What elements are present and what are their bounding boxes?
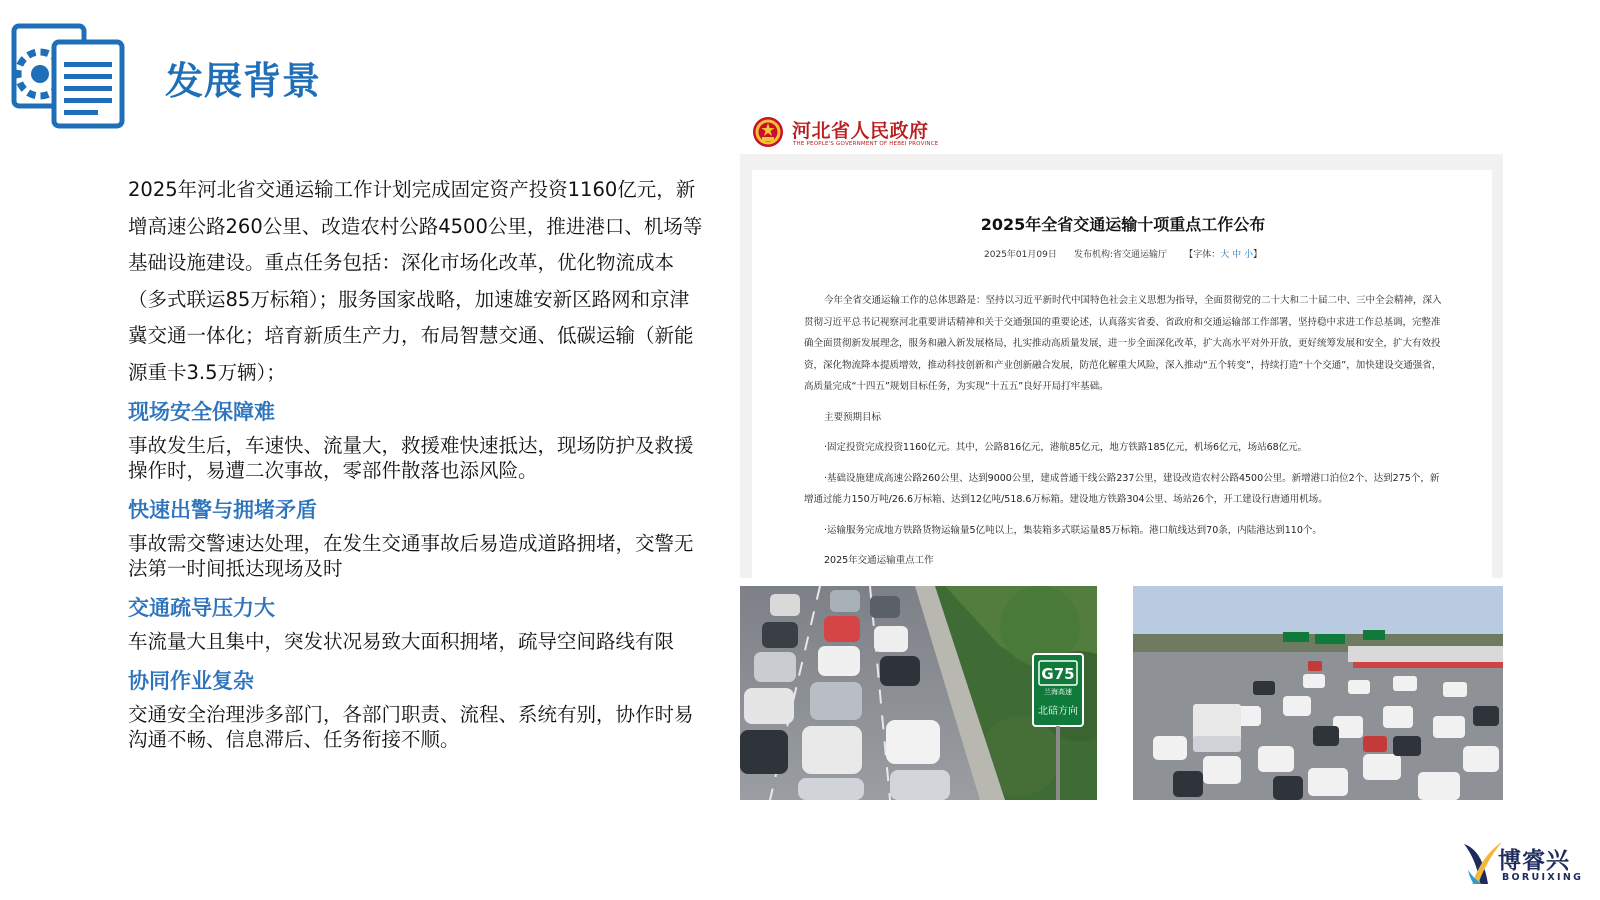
gov-site-subname: THE PEOPLE'S GOVERNMENT OF HEBEI PROVINCE	[793, 141, 939, 147]
national-emblem-icon	[752, 116, 784, 148]
article-title: 2025年全省交通运输十项重点工作公布	[980, 215, 1266, 234]
section-onsite-safety	[128, 395, 703, 483]
font-size-options[interactable]: 大 中 小	[1220, 250, 1253, 260]
section-police-dispatch	[128, 493, 703, 581]
highway-traffic-photo	[740, 586, 1097, 800]
section-body: 交通安全治理涉多部门，各部门职责、流程、系统有别，协作时易沟通不畅、信息滞后、任务衔接不顺。	[128, 703, 694, 751]
article-publisher: 发布机构:省交通运输厅	[1074, 250, 1168, 260]
article-meta	[804, 247, 1442, 260]
article-body	[752, 170, 1492, 578]
sign-direction: 北碚方向	[1038, 706, 1078, 717]
article-paragraph: ·固定投资完成投资1160亿元。其中，公路816亿元，港航85亿元，地方铁路185亿元，机场6亿元，场站68亿元。	[824, 442, 1308, 453]
section-heading: 快速出警与拥堵矛盾	[128, 498, 317, 522]
article-paragraph: 主要预期目标	[824, 411, 882, 423]
gov-article-screenshot	[740, 108, 1503, 578]
brand-subname: BORUIXING	[1502, 872, 1584, 883]
intro-paragraph: 2025年河北省交通运输工作计划完成固定资产投资1160亿元，新增高速公路260公里、改造农村公路4500公里，推进港口、机场等基础设施建设。重点任务包括：深化市场化改革，优化物流成本（多式联运85万标箱）；服务国家战略，加速雄安新区路网和京津冀交通一体化；培育新质生产力，布局智慧交通、低碳运输（新能源重卡3.5万辆）；	[128, 178, 703, 384]
toll-plaza-traffic-photo	[1133, 586, 1503, 800]
section-coordination	[128, 664, 703, 752]
document-gear-icon	[10, 22, 128, 132]
section-heading: 协同作业复杂	[128, 669, 254, 693]
brand-logo	[1462, 840, 1584, 888]
section-body: 事故发生后，车速快、流量大，救援难快速抵达，现场防护及救援操作时，易遭二次事故，零部件散落也添风险。	[128, 434, 694, 482]
font-size-label: 【字体：	[1184, 250, 1221, 260]
article-paragraph: ·运输服务完成地方铁路货物运输量5亿吨以上，集装箱多式联运量85万标箱。港口航线达到70条，内陆港达到110个。	[824, 524, 1322, 536]
section-heading: 现场安全保障难	[128, 400, 275, 424]
section-heading: 交通疏导压力大	[128, 596, 275, 620]
background-text	[128, 172, 703, 762]
page-title: 发展背景	[165, 59, 322, 103]
sign-route-code: G75	[1041, 665, 1075, 683]
gov-site-name: 河北省人民政府	[792, 120, 929, 142]
section-body: 事故需交警速达处理，在发生交通事故后易造成道路拥堵，交警无法第一时间抵达现场及时	[128, 532, 694, 580]
article-paragraph: ·基础设施建成高速公路260公里、达到9000公里，建成普通干线公路237公里，建设改造农村公路4500公里。新增港口泊位2个、达到275个，新增通过能力150万吨/26.6万标箱、达到12亿吨/518.6万标箱。建设地方铁路304公里、场站26个，开工建设行唐通用机场。	[804, 472, 1440, 505]
article-paragraph: 今年全省交通运输工作的总体思路是：坚持以习近平新时代中国特色社会主义思想为指导，全面贯彻党的二十大和二十届二中、三中全会精神，深入贯彻习近平总书记视察河北重要讲话精神和关于交通强国的重要论述，认真落实省委、省政府和交通运输部工作部署，坚持稳中求进工作总基调，完整准确全面贯彻新发展理念，服务和融入新发展格局，扎实推动高质量发展，进一步全面深化改革，扩大高水平对外开放，更好统筹发展和安全，扩大有效投资，深化物流降本提质增效，推动科技创新和产业创新融合发展，防范化解重大风险，深入推动“五个转变”，持续打造“十个交通”，加快建设交通强省，高质量完成“十四五”规划目标任务，为实现“十五五”良好开局打牢基础。	[804, 295, 1442, 392]
gov-site-header	[740, 108, 1503, 154]
article-paragraph: 2025年交通运输重点工作	[824, 555, 934, 566]
section-body: 车流量大且集中，突发状况易致大面积拥堵，疏导空间路线有限	[128, 630, 675, 653]
font-size-close: 】	[1252, 250, 1262, 260]
article-date: 2025年01月09日	[984, 250, 1057, 260]
sign-route-name: 兰海高速	[1044, 688, 1072, 696]
section-traffic-guidance	[128, 591, 703, 654]
brand-name: 博睿兴	[1498, 848, 1570, 874]
